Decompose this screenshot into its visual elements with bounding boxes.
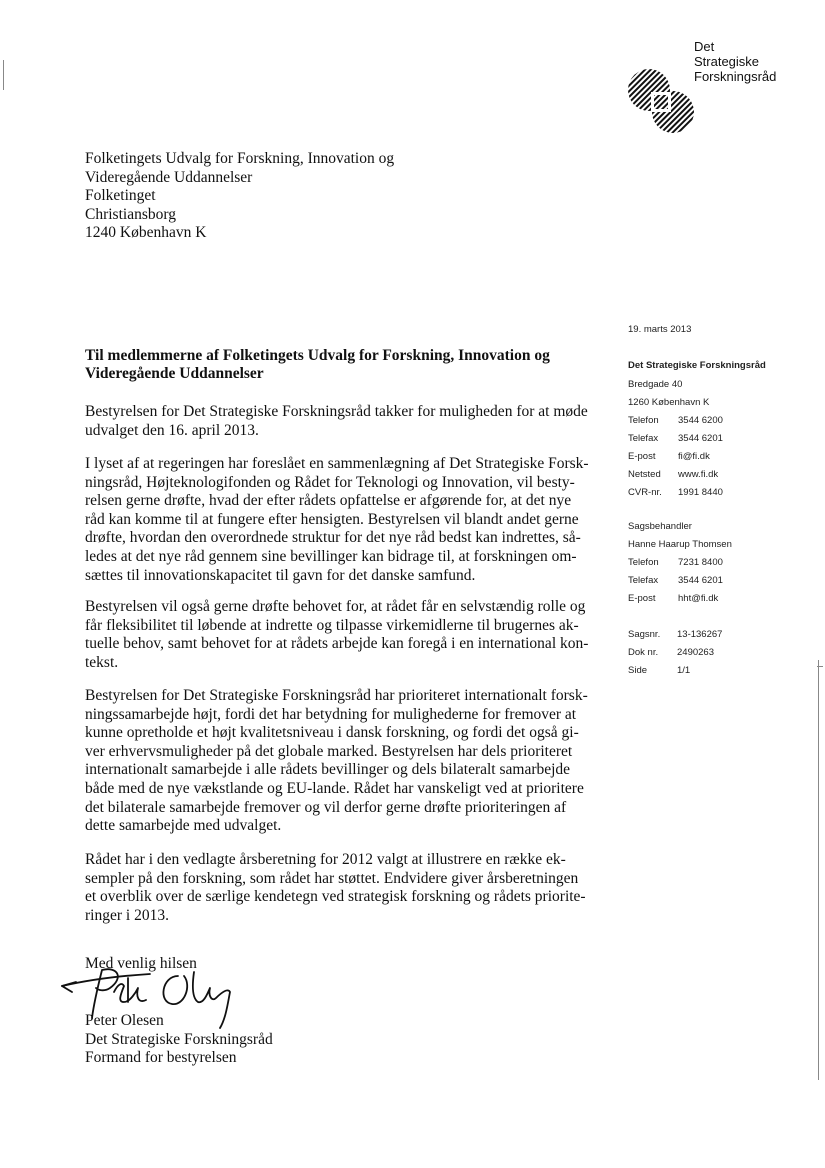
text-line: ringer i 2013. bbox=[85, 906, 169, 924]
case-handler-name: Hanne Haarup Thomsen bbox=[628, 539, 732, 550]
sender-org-name: Det Strategiske Forskningsråd bbox=[628, 360, 766, 371]
scan-edge-mark bbox=[3, 60, 4, 90]
contact-value: 3544 6200 bbox=[678, 415, 723, 426]
text-line: råd kan komme til at fungere efter hensigten. Bestyrelsen vil blandt andet gerne bbox=[85, 510, 579, 528]
contact-label: Telefon bbox=[628, 557, 659, 568]
reference-label: Side bbox=[628, 665, 648, 676]
logo-line: Forskningsråd bbox=[694, 69, 777, 84]
contact-row bbox=[628, 430, 818, 448]
letter-date: 19. marts 2013 bbox=[628, 324, 692, 335]
contact-value: 7231 8400 bbox=[678, 557, 723, 568]
signer-block bbox=[85, 1012, 273, 1068]
text-line: ningssamarbejde højt, fordi det har betydning for mulighederne for fremover at bbox=[85, 705, 577, 723]
closing-greeting: Med venlig hilsen bbox=[85, 955, 197, 972]
body-paragraph bbox=[85, 455, 595, 585]
scan-edge-mark bbox=[818, 660, 819, 1080]
contact-label: Telefon bbox=[628, 415, 659, 426]
recipient-address bbox=[85, 150, 505, 243]
contact-email[interactable]: fi@fi.dk bbox=[678, 451, 710, 462]
contact-website[interactable]: www.fi.dk bbox=[678, 469, 719, 480]
text-line: det bilaterale samarbejde fremover og vil derfor gerne drøfte prioriteringen af bbox=[85, 798, 567, 816]
contact-label: Netsted bbox=[628, 469, 661, 480]
text-line: kunne opretholde et højt kvalitetsniveau i dansk forskning, og fordi det også gi- bbox=[85, 724, 579, 742]
reference-label: Sagsnr. bbox=[628, 629, 661, 640]
signature-stroke bbox=[163, 976, 187, 1004]
text-line: dette samarbejde med udvalget. bbox=[85, 817, 282, 835]
contact-value: 3544 6201 bbox=[678, 433, 723, 444]
text-line: Bestyrelsen for Det Strategiske Forskningsråd har prioriteret internationalt forsk- bbox=[85, 687, 588, 704]
contact-row bbox=[628, 466, 818, 484]
text-line: et overblik over de særlige kendetegn ved strategisk forskning og rådets priorite- bbox=[85, 888, 586, 906]
text-line: relsen gerne drøfte, hvad der efter rådets opfattelse er afgørende for, at det nye bbox=[85, 492, 572, 510]
contact-label: E-post bbox=[628, 593, 656, 604]
reference-row bbox=[628, 644, 818, 662]
signature-stroke bbox=[62, 974, 150, 986]
reference-info bbox=[628, 626, 818, 680]
text-line: udvalget den 16. april 2013. bbox=[85, 421, 259, 439]
striped-circles-logo-icon bbox=[623, 62, 701, 140]
sender-city: 1260 København K bbox=[628, 397, 710, 408]
text-line: Bestyrelsen vil også gerne drøfte behovet for, at rådet får en selvstændig rolle og bbox=[85, 598, 586, 615]
sender-info bbox=[628, 360, 818, 502]
text-line: ledes at det nye råd gennem sine bevillinger kan bidrage til, at forskningen om- bbox=[85, 547, 577, 565]
body-paragraph bbox=[85, 851, 595, 925]
signer-organization: Det Strategiske Forskningsråd bbox=[85, 1030, 273, 1048]
case-contact-row bbox=[628, 590, 818, 608]
heading-line: Til medlemmerne af Folketingets Udvalg for Forskning, Innovation og bbox=[85, 347, 550, 364]
address-line: Christiansborg bbox=[85, 205, 176, 223]
reference-value: 2490263 bbox=[677, 647, 714, 658]
signature-stroke bbox=[62, 982, 76, 992]
contact-row bbox=[628, 448, 818, 466]
address-line: Folketingets Udvalg for Forskning, Innovation og bbox=[85, 150, 395, 167]
address-line: Folketinget bbox=[85, 187, 156, 204]
contact-value: 1991 8440 bbox=[678, 487, 723, 498]
reference-row bbox=[628, 626, 818, 644]
text-line: får fleksibilitet til løbende at indrette og tilpasse virkemidlerne til brugernes ak- bbox=[85, 616, 579, 634]
letter-heading bbox=[85, 347, 595, 383]
text-line: sættes til innovationskapacitet til gavn for det danske samfund. bbox=[85, 566, 476, 584]
text-line: tuelle behov, samt behovet for at rådets arbejde kan foregå i en international kon- bbox=[85, 635, 589, 653]
contact-label: E-post bbox=[628, 451, 656, 462]
case-contact-row bbox=[628, 554, 818, 572]
reference-row bbox=[628, 662, 818, 680]
sender-street: Bredgade 40 bbox=[628, 379, 683, 390]
logo-line: Det bbox=[694, 39, 715, 54]
text-line: ningsråd, Højteknologifonden og Rådet for Teknologi og Innovation, vil besty- bbox=[85, 473, 575, 491]
contact-label: Telefax bbox=[628, 575, 659, 586]
contact-label: Telefax bbox=[628, 433, 659, 444]
logo-line: Strategiske bbox=[694, 54, 760, 69]
address-line: Videregående Uddannelser bbox=[85, 168, 253, 186]
case-contact-row bbox=[628, 572, 818, 590]
logo-wordmark bbox=[694, 39, 814, 84]
text-line: Bestyrelsen for Det Strategiske Forskningsråd takker for muligheden for at møde bbox=[85, 403, 588, 420]
body-paragraph bbox=[85, 403, 595, 440]
text-line: drøfte, hvordan den overordnede struktur for det nye råd bedst kan indrettes, så- bbox=[85, 529, 581, 547]
text-line: internationalt samarbejde i alle rådets bevillinger og dels bilateralt samarbejde bbox=[85, 761, 571, 779]
reference-label: Dok nr. bbox=[628, 647, 659, 658]
contact-label: CVR-nr. bbox=[628, 487, 662, 498]
case-handler-info bbox=[628, 518, 818, 608]
scan-edge-mark bbox=[817, 666, 823, 667]
text-line: Rådet har i den vedlagte årsberetning for 2012 valgt at illustrere en række ek- bbox=[85, 851, 566, 868]
text-line: ver erhvervsmuligheder på det globale marked. Bestyrelsen har dels prioriteret bbox=[85, 742, 573, 760]
body-paragraph bbox=[85, 687, 595, 836]
reference-value: 13-136267 bbox=[677, 629, 723, 640]
text-line: sempler på den forskning, som rådet har støttet. Endvidere giver årsberetningen bbox=[85, 869, 579, 887]
body-paragraph bbox=[85, 598, 595, 672]
address-line: 1240 København K bbox=[85, 224, 207, 241]
contact-value: 3544 6201 bbox=[678, 575, 723, 586]
signer-title: Formand for bestyrelsen bbox=[85, 1049, 237, 1067]
contact-row bbox=[628, 412, 818, 430]
reference-value: 1/1 bbox=[677, 665, 691, 676]
text-line: tekst. bbox=[85, 653, 119, 671]
text-line: I lyset af at regeringen har foreslået en sammenlægning af Det Strategiske Forsk- bbox=[85, 455, 589, 472]
case-handler-label: Sagsbehandler bbox=[628, 521, 692, 532]
text-line: både med de nye vækstlande og EU-lande. Rådet har vanskeligt ved at prioritere bbox=[85, 779, 584, 797]
contact-email[interactable]: hht@fi.dk bbox=[678, 593, 719, 604]
contact-row bbox=[628, 484, 818, 502]
signer-name: Peter Olesen bbox=[85, 1012, 164, 1029]
signature-stroke bbox=[114, 984, 146, 1002]
heading-line: Videregående Uddannelser bbox=[85, 365, 264, 382]
